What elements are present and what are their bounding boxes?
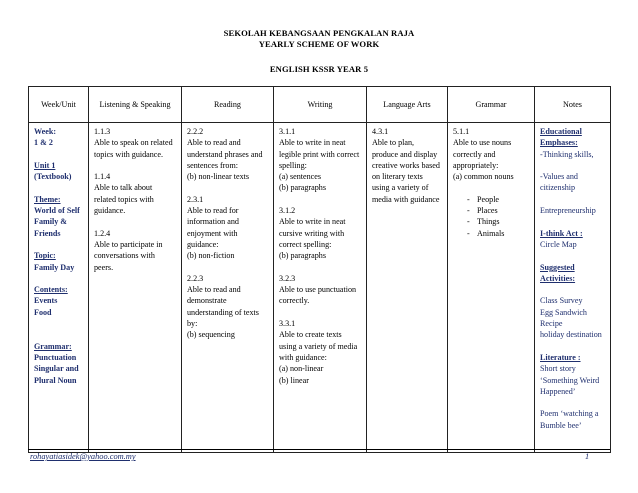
literature-label: Literature : bbox=[540, 352, 581, 362]
language-arts-text: Able to plan, produce and display creative works based on literary texts using a variety of media with guidance bbox=[372, 138, 440, 204]
language-arts-code: 4.3.1 bbox=[372, 127, 389, 136]
footer-divider bbox=[28, 449, 610, 450]
cell-language-arts bbox=[367, 123, 448, 453]
listening-text-2: Able to talk about related topics with guidance. bbox=[94, 183, 154, 216]
theme-label: Theme: bbox=[34, 194, 61, 204]
theme-value: World of Self Family & Friends bbox=[34, 206, 80, 238]
contents-value: Events Food bbox=[34, 296, 58, 317]
ithink-label: I-think Act : bbox=[540, 228, 583, 238]
topic-label: Topic: bbox=[34, 251, 56, 261]
noun-types-list bbox=[453, 194, 529, 239]
scheme-table bbox=[28, 86, 611, 453]
activities-text-1: Class Survey bbox=[540, 296, 583, 306]
page-number: 1 bbox=[585, 452, 590, 461]
contents-label: Contents: bbox=[34, 285, 68, 295]
emphases-text-3: Entrepreneurship bbox=[540, 206, 596, 216]
table-row bbox=[29, 123, 611, 453]
col-header-notes: Notes bbox=[535, 87, 611, 123]
writing-text-2: Able to write in neat cursive writing with correct spelling: (b) paragraphs bbox=[279, 217, 346, 261]
listening-code-2: 1.1.4 bbox=[94, 172, 111, 182]
writing-text-4: Able to create texts using a variety of media with guidance: (a) non-linear (b) linear bbox=[279, 330, 358, 385]
writing-code-4: 3.3.1 bbox=[279, 319, 296, 329]
cell-grammar bbox=[448, 123, 535, 453]
reading-code-1: 2.2.2 bbox=[187, 127, 204, 136]
literature-text-2: Poem ‘watching a Bumble bee’ bbox=[540, 409, 599, 430]
listening-text-3: Able to participate in conversations with peers. bbox=[94, 239, 163, 272]
cell-listening-speaking bbox=[89, 123, 182, 453]
emphases-text-1: -Thinking skills, bbox=[540, 149, 594, 159]
footer-email-link[interactable]: rohayatiasidek@yahoo.com.my bbox=[30, 452, 136, 461]
col-header-reading: Reading bbox=[182, 87, 274, 123]
reading-text-1: Able to read and understand phrases and sentences from: (b) non-linear texts bbox=[187, 138, 263, 182]
writing-text-1: Able to write in neat legible print with correct spelling: (a) sentences (b) paragraphs bbox=[279, 138, 360, 193]
writing-code-3: 3.2.3 bbox=[279, 273, 296, 283]
writing-code-2: 3.1.2 bbox=[279, 206, 296, 216]
activities-label: Suggested Activities: bbox=[540, 262, 576, 283]
listening-code-3: 1.2.4 bbox=[94, 228, 111, 238]
subject-title: ENGLISH KSSR YEAR 5 bbox=[269, 64, 369, 74]
col-header-writing: Writing bbox=[274, 87, 367, 123]
col-header-language-arts: Language Arts bbox=[367, 87, 448, 123]
list-item: - People bbox=[467, 194, 529, 205]
literature-text-1: Short story ‘Something Weird Happened’ bbox=[540, 364, 600, 396]
topic-value: Family Day bbox=[34, 262, 75, 272]
week-value: 1 & 2 bbox=[34, 138, 53, 148]
reading-text-3: Able to read and demonstrate understanding of texts by: (b) sequencing bbox=[187, 285, 259, 340]
grammar-text: Able to use nouns correctly and appropriately: (a) common nouns bbox=[453, 138, 514, 182]
listening-code-1: 1.1.3 bbox=[94, 127, 111, 136]
table-header-row bbox=[29, 87, 611, 123]
reading-text-2: Able to read for information and enjoyment with guidance: (b) non-fiction bbox=[187, 206, 239, 261]
writing-text-3: Able to use punctuation correctly. bbox=[279, 285, 357, 306]
writing-code-1: 3.1.1 bbox=[279, 127, 296, 136]
unit-label: Unit 1 bbox=[34, 160, 56, 170]
cell-notes bbox=[535, 123, 611, 453]
col-header-week-unit: Week/Unit bbox=[29, 87, 89, 123]
activities-text-2: Egg Sandwich Recipe holiday destination bbox=[540, 307, 602, 340]
cell-week-unit bbox=[29, 123, 89, 453]
cell-reading bbox=[182, 123, 274, 453]
col-header-listening-speaking: Listening & Speaking bbox=[89, 87, 182, 123]
grammar-label: Grammar: bbox=[34, 341, 72, 351]
reading-code-3: 2.2.3 bbox=[187, 273, 204, 283]
list-item: - Places bbox=[467, 205, 529, 216]
unit-value: (Textbook) bbox=[34, 172, 72, 182]
grammar-value: Punctuation Singular and Plural Noun bbox=[34, 352, 79, 385]
listening-text-1: Able to speak on related topics with guidance. bbox=[94, 138, 173, 159]
col-header-grammar: Grammar bbox=[448, 87, 535, 123]
document-title: YEARLY SCHEME OF WORK bbox=[258, 39, 380, 49]
school-name: SEKOLAH KEBANGSAAN PENGKALAN RAJA bbox=[223, 28, 415, 38]
emphases-label: Educational Emphases: bbox=[540, 127, 582, 148]
emphases-text-2: -Values and citizenship bbox=[540, 172, 578, 193]
ithink-text: Circle Map bbox=[540, 239, 577, 249]
grammar-code: 5.1.1 bbox=[453, 127, 470, 136]
reading-code-2: 2.3.1 bbox=[187, 194, 204, 204]
cell-writing bbox=[274, 123, 367, 453]
list-item: - Animals bbox=[467, 228, 529, 239]
week-label: Week: bbox=[34, 127, 57, 136]
list-item: - Things bbox=[467, 216, 529, 227]
